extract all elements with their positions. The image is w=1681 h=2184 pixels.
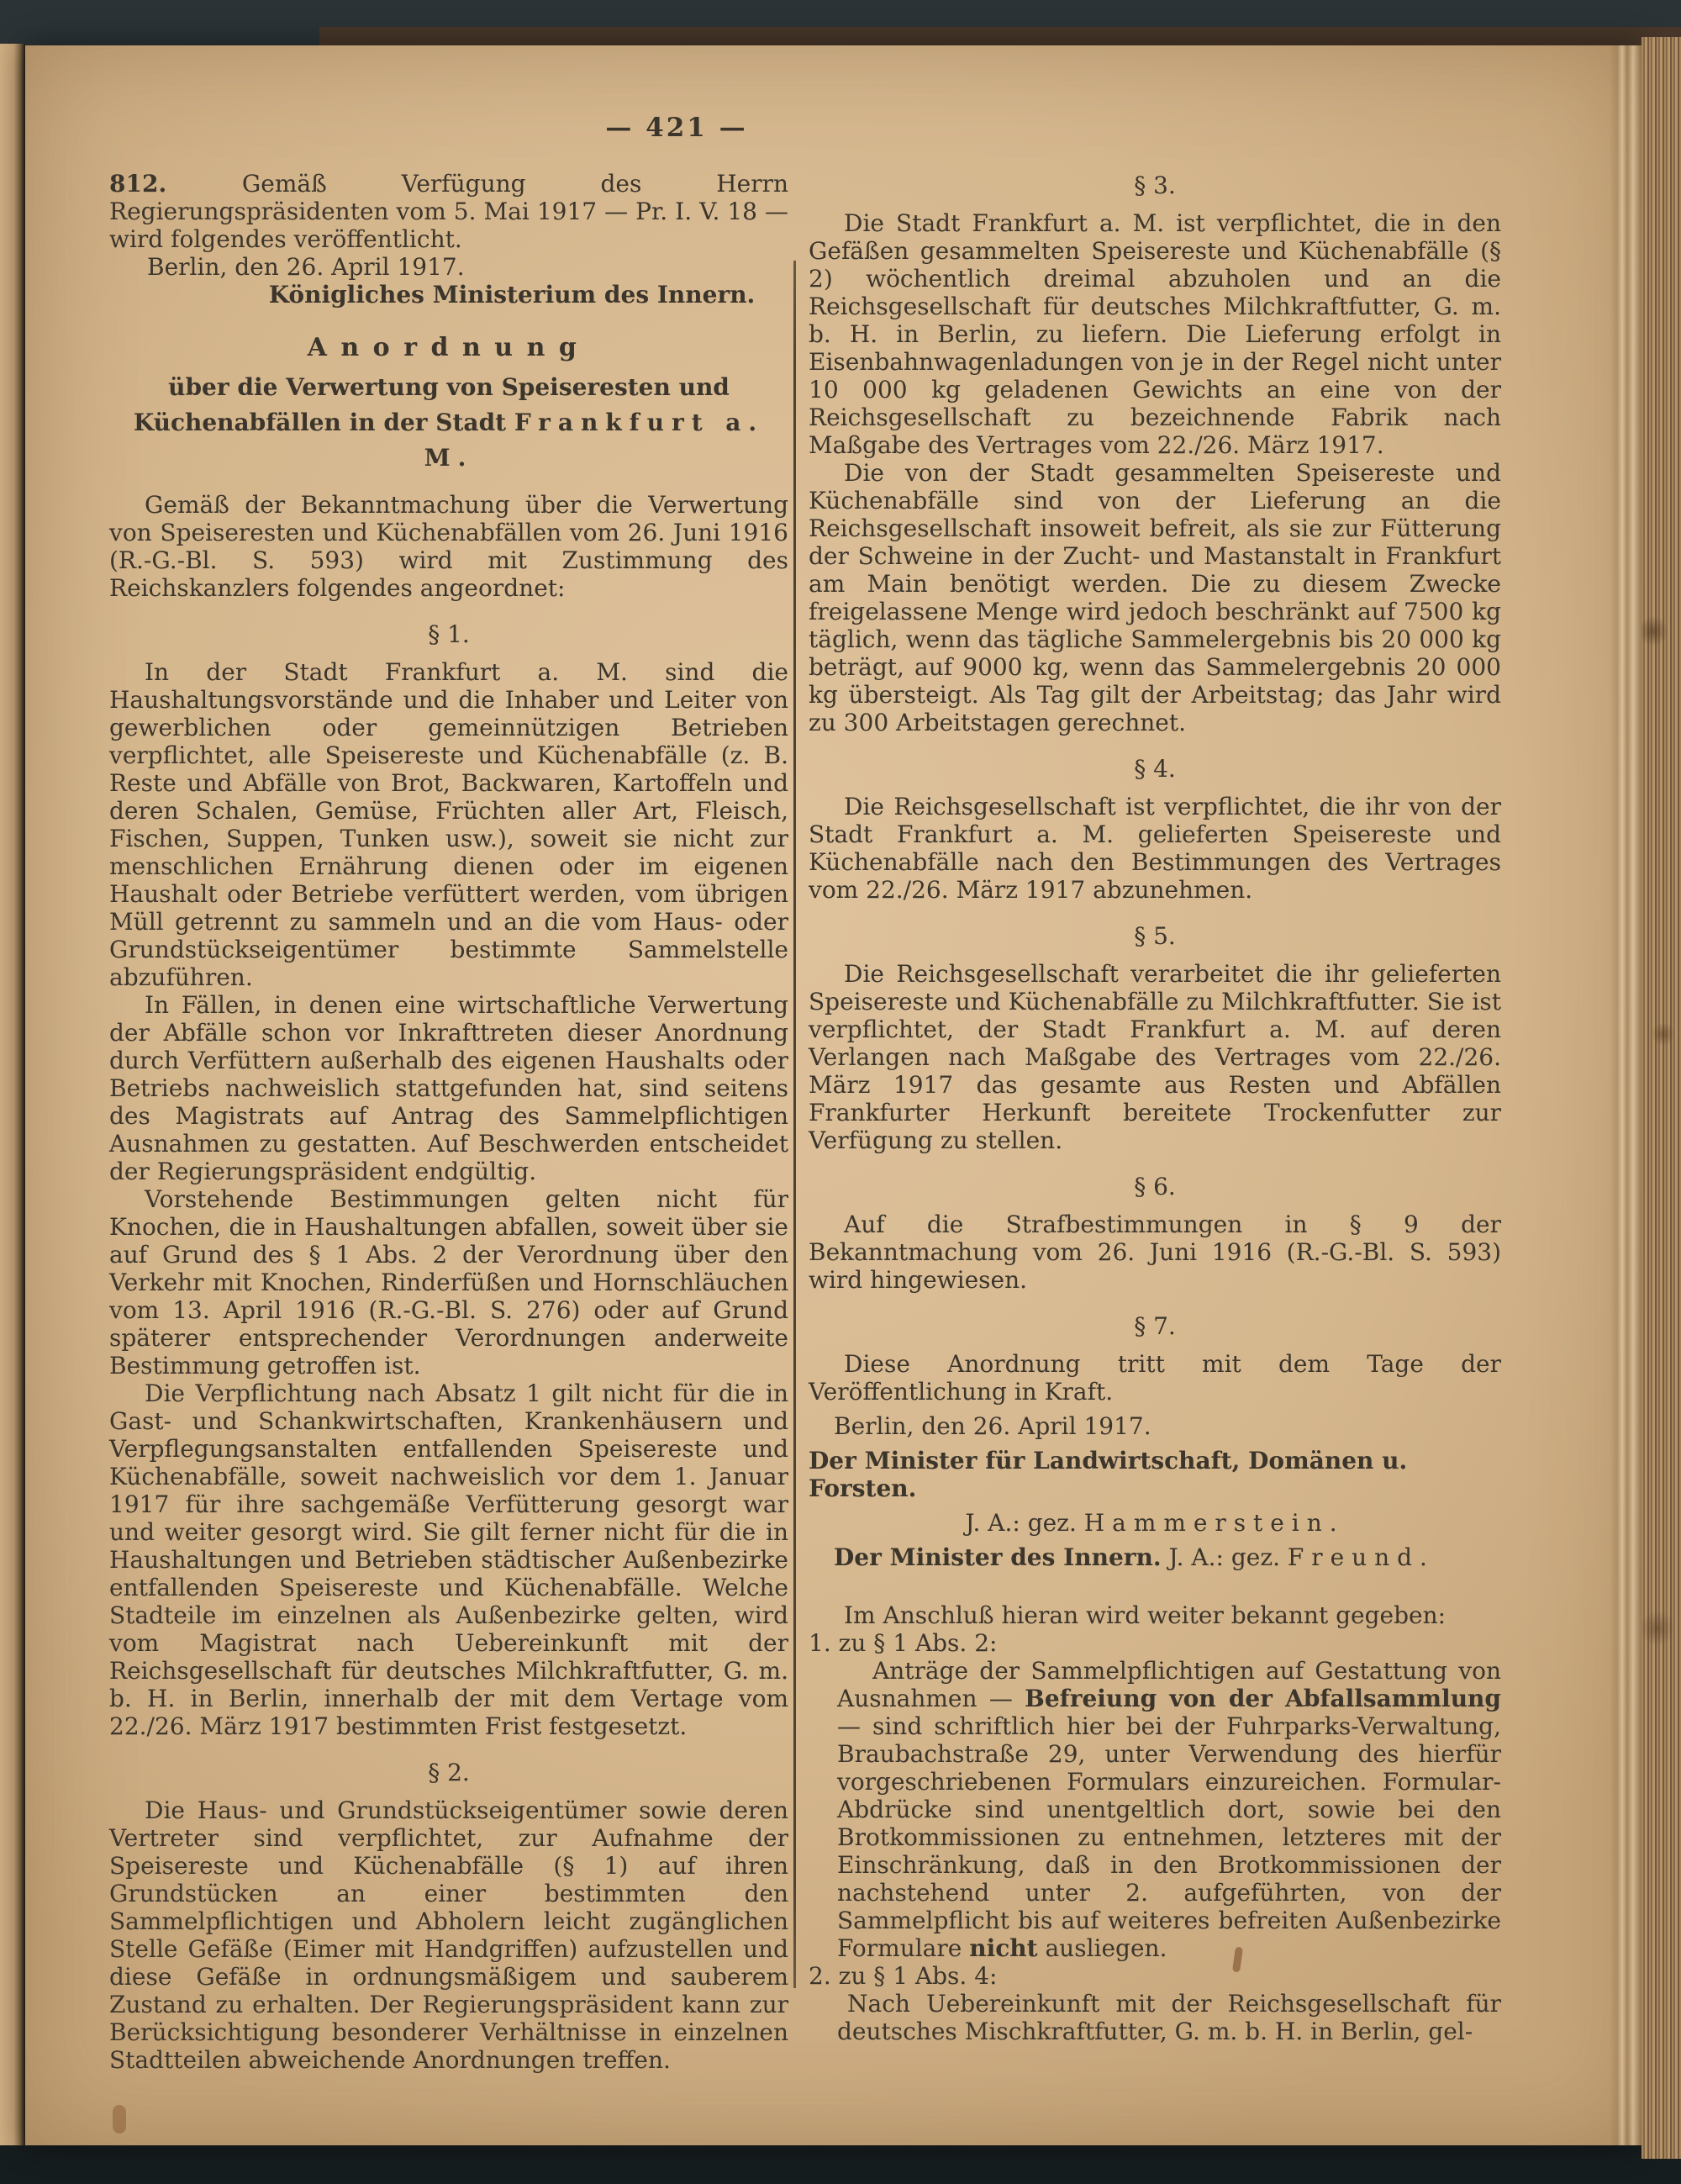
- section-heading: [109, 1759, 788, 1786]
- text-segment: Hammerstein.: [1083, 1509, 1345, 1537]
- paragraph: [109, 1380, 788, 1740]
- paragraph: [809, 1601, 1501, 1629]
- text-segment: Nach Uebereinkunft mit der Reichsgesellschaft für deutsches Mischkraftfutter, G. m. b. H. in Berlin, gel-: [837, 1990, 1501, 2045]
- section-heading: [809, 171, 1501, 199]
- text-segment: ausliegen.: [1037, 1934, 1167, 1962]
- paragraph: [809, 960, 1501, 1154]
- text-segment: Befreiung von der Abfallsammlung: [1025, 1685, 1501, 1712]
- text-segment: Gemäß Verfügung des Herrn Regierungspräsidenten vom 5. Mai 1917 — Pr. I. V. 18 — wird folgendes veröffentlicht.: [109, 170, 788, 253]
- text-segment: Die Stadt Frankfurt a. M. ist verpflichtet, die in den Gefäßen gesammelten Speisereste und Küchenabfälle (§ 2) wöchentlich dreimal abzuholen und an die Reichsgesellschaft für deutsches Milchkraftfutter, G. m. b. H. in Berlin, zu liefern. Die Lieferung erfolgt in Eisenbahnwagenladungen von je in der Regel nicht unter 10 000 kg geladenen Gewichts an eine von der Reichsgesellschaft zu bezeichnende Fabrik nach Maßgabe des Vertrages vom 22./26. März 1917.: [809, 209, 1501, 459]
- text-line: [809, 1509, 1501, 1537]
- text-segment: Freund.: [1287, 1543, 1435, 1571]
- text-line: [809, 1962, 1501, 1990]
- section-heading: [809, 1312, 1501, 1340]
- paragraph: [809, 459, 1501, 736]
- section-heading: [109, 620, 788, 648]
- paragraph: [109, 170, 788, 253]
- paragraph: [109, 991, 788, 1185]
- text-segment: Der Minister des Innern.: [834, 1543, 1162, 1571]
- text-segment: Berlin, den 26. April 1917.: [834, 1412, 1151, 1440]
- paragraph: [809, 1350, 1501, 1406]
- paragraph: [809, 209, 1501, 459]
- text-segment: Im Anschluß hieran wird weiter bekannt gegeben:: [844, 1601, 1447, 1629]
- text-segment: Frankfurt a. M.: [424, 409, 765, 472]
- text-segment: Auf die Strafbestimmungen in § 9 der Bekanntmachung vom 26. Juni 1916 (R.-G.-Bl. S. 593) wird hingewiesen.: [809, 1211, 1501, 1294]
- section-heading: [109, 334, 788, 361]
- book-cover-edge: [319, 27, 1681, 47]
- text-segment: § 2.: [428, 1759, 470, 1786]
- gazette-page: [25, 45, 1641, 2145]
- paragraph: [109, 1796, 788, 2074]
- text-segment: J. A.: gez.: [965, 1509, 1084, 1537]
- text-segment: § 4.: [1134, 755, 1176, 783]
- text-segment: Anordnung: [307, 333, 591, 362]
- text-segment: über die Verwertung von Speiseresten und Küchenabfällen in der Stadt: [133, 373, 730, 436]
- text-segment: Die Reichsgesellschaft ist verpflichtet, die ihr von der Stadt Frankfurt a. M. gelieferten Speisereste und Küchenabfälle nach den Bestimmungen des Vertrages vom 22./26. März 1917 abzunehmen.: [809, 793, 1501, 904]
- text-segment: Die Verpflichtung nach Absatz 1 gilt nicht für die in Gast- und Schankwirtschaften, Krankenhäusern und Verpflegungsanstalten entfallenden Speisereste und Küchenabfälle, soweit nachweislich vor dem 1. Januar 1917 für ihre sachgemäße Verfütterung gesorgt war und weiter gesorgt wird. Sie gilt ferner nicht für die in Haushaltungen und Betrieben städtischer Außenbezirke entfallenden Speisereste und Küchenabfälle. Welche Stadteile im einzelnen als Außenbezirke gelten, wird vom Magistrat nach Uebereinkunft mit der Reichsgesellschaft für deutsches Milchkraftfutter, G. m. b. H. in Berlin, innerhalb der mit dem Vertage vom 22./26. März 1917 bestimmten Frist festgesetzt.: [109, 1380, 788, 1740]
- column-divider-rule: [793, 261, 796, 1988]
- text-segment: Diese Anordnung tritt mit dem Tage der Veröffentlichung in Kraft.: [809, 1350, 1501, 1406]
- text-segment: Gemäß der Bekanntmachung über die Verwertung von Speiseresten und Küchenabfällen vom 26. Juni 1916 (R.-G.-Bl. S. 593) wird mit Zustimmung des Reichskanzlers folgendes angeordnet:: [109, 491, 788, 602]
- book-fore-edge-pages: [1641, 37, 1681, 2159]
- right-column: [809, 171, 1501, 2045]
- text-segment: Der Minister für Landwirtschaft, Domänen u. Forsten.: [809, 1447, 1408, 1502]
- text-segment: In der Stadt Frankfurt a. M. sind die Haushaltungsvorstände und die Inhaber und Leiter von gewerblichen oder gemeinnützigen Betrieben verpflichtet, alle Speisereste und Küchenabfälle (z. B. Reste und Abfälle von Brot, Backwaren, Kartoffeln und deren Schalen, Gemüse, Früchten aller Art, Fleisch, Fischen, Suppen, Tunken usw.), soweit sie nicht zur menschlichen Ernährung dienen oder im eigenen Haushalt oder Betriebe verfüttert werden, vom übrigen Müll getrennt zu sammeln und an die vom Haus- oder Grundstückseigentümer bestimmte Sammelstelle abzuführen.: [109, 658, 788, 991]
- text-line: [809, 1543, 1501, 1571]
- text-segment: nicht: [969, 1934, 1038, 1962]
- text-segment: Die Haus- und Grundstückseigentümer sowie deren Vertreter sind verpflichtet, zur Aufnahme der Speisereste und Küchenabfälle (§ 1) auf ihren Grundstücken an einer bestimmten den Sammelpflichtigen und Abholern leicht zugänglichen Stelle Gefäße (Eimer mit Handgriffen) aufzustellen und diese Gefäße in ordnungsmäßigem und sauberem Zustand zu erhalten. Der Regierungspräsident kann zur Berücksichtigung besonderer Verhältnisse in einzelnen Stadtteilen abweichende Anordnungen treffen.: [109, 1796, 788, 2074]
- text-segment: Vorstehende Bestimmungen gelten nicht für Knochen, die in Haushaltungen abfallen, soweit über sie auf Grund des § 1 Abs. 2 der Verordnung über den Verkehr mit Knochen, Rinderfüßen und Hornschläuchen vom 13. April 1916 (R.-G.-Bl. S. 276) oder auf Grund späterer entsprechender Verordnungen anderweite Bestimmung getroffen ist.: [109, 1185, 788, 1380]
- text-segment: Berlin, den 26. April 1917.: [147, 253, 465, 281]
- text-segment: Die Reichsgesellschaft verarbeitet die ihr gelieferten Speisereste und Küchenabfälle zu Milchkraftfutter. Sie ist verpflichtet, der Stadt Frankfurt a. M. auf deren Verlangen nach Maßgabe des Vertrages vom 22./26. März 1917 das gesamte aus Resten und Abfällen Frankfurter Herkunft bereitete Trockenfutter zur Verfügung zu stellen.: [809, 960, 1501, 1154]
- text-segment: § 1.: [428, 620, 470, 648]
- paper-stain: [113, 2105, 126, 2134]
- paragraph: [809, 1657, 1501, 1962]
- section-heading: [109, 370, 788, 476]
- section-heading: [809, 1173, 1501, 1200]
- text-segment: § 7.: [1134, 1312, 1176, 1340]
- text-segment: In Fällen, in denen eine wirtschaftliche Verwertung der Abfälle schon vor Inkrafttreten dieser Anordnung durch Verfüttern außerhalb des eigenen Haushalts oder Betriebs nachweislich stattgefunden hat, sind seitens des Magistrats auf Antrag des Sammelpflichtigen Ausnahmen zu gestatten. Auf Beschwerden entscheidet der Regierungspräsident endgültig.: [109, 991, 788, 1185]
- text-line: [109, 253, 788, 281]
- page-curl-ridges: [1610, 45, 1641, 2145]
- paragraph: [109, 491, 788, 602]
- text-line: [809, 1447, 1501, 1502]
- paragraph: [109, 658, 788, 991]
- text-segment: § 3.: [1134, 171, 1176, 199]
- text-line: [809, 1629, 1501, 1657]
- page-number: — 421 —: [605, 113, 748, 143]
- text-segment: § 6.: [1134, 1173, 1176, 1200]
- left-column: [109, 170, 788, 2074]
- section-heading: [809, 922, 1501, 950]
- paragraph: [809, 1211, 1501, 1294]
- paragraph: [109, 1185, 788, 1380]
- text-segment: — sind schriftlich hier bei der Fuhrparks-Verwaltung, Braubachstraße 29, unter Verwendung des hierfür vorgeschriebenen Formulars einzureichen. Formular-Abdrücke sind unentgeltlich dort, sowie bei den Brotkommissionen zu entnehmen, letzteres mit der Einschränkung, daß in den Brotkommissionen der nachstehend unter 2. aufgeführten, von der Sammelpflicht bis auf weiteres befreiten Außenbezirke Formulare: [837, 1712, 1501, 1962]
- paragraph: [809, 793, 1501, 904]
- text-line: [109, 281, 788, 309]
- text-segment: Die von der Stadt gesammelten Speisereste und Küchenabfälle sind von der Lieferung an die Reichsgesellschaft insoweit befreit, als sie zur Fütterung der Schweine in der Zucht- und Mastanstalt in Frankfurt am Main benötigt werden. Die zu diesem Zwecke freigelassene Menge wird jedoch beschränkt auf 7500 kg täglich, wenn das tägliche Sammelergebnis bis 20 000 kg beträgt, auf 9000 kg, wenn das Sammelergebnis 20 000 kg übersteigt. Als Tag gilt der Arbeitstag; das Jahr wird zu 300 Arbeitstagen gerechnet.: [809, 459, 1501, 736]
- text-line: [809, 1412, 1501, 1440]
- text-segment: Königliches Ministerium des Innern.: [268, 281, 756, 309]
- text-segment: § 5.: [1134, 922, 1176, 950]
- text-segment: 812.: [109, 170, 242, 198]
- text-segment: J. A.: gez.: [1161, 1543, 1288, 1571]
- book-gutter: [0, 44, 25, 2145]
- section-heading: [809, 755, 1501, 783]
- text-segment: 1. zu § 1 Abs. 2:: [809, 1629, 998, 1657]
- text-segment: Anträge der Sammelpflichtigen auf Gestattung von Ausnahmen —: [837, 1657, 1501, 1712]
- paragraph: [809, 1990, 1501, 2045]
- text-segment: 2. zu § 1 Abs. 4:: [809, 1962, 998, 1990]
